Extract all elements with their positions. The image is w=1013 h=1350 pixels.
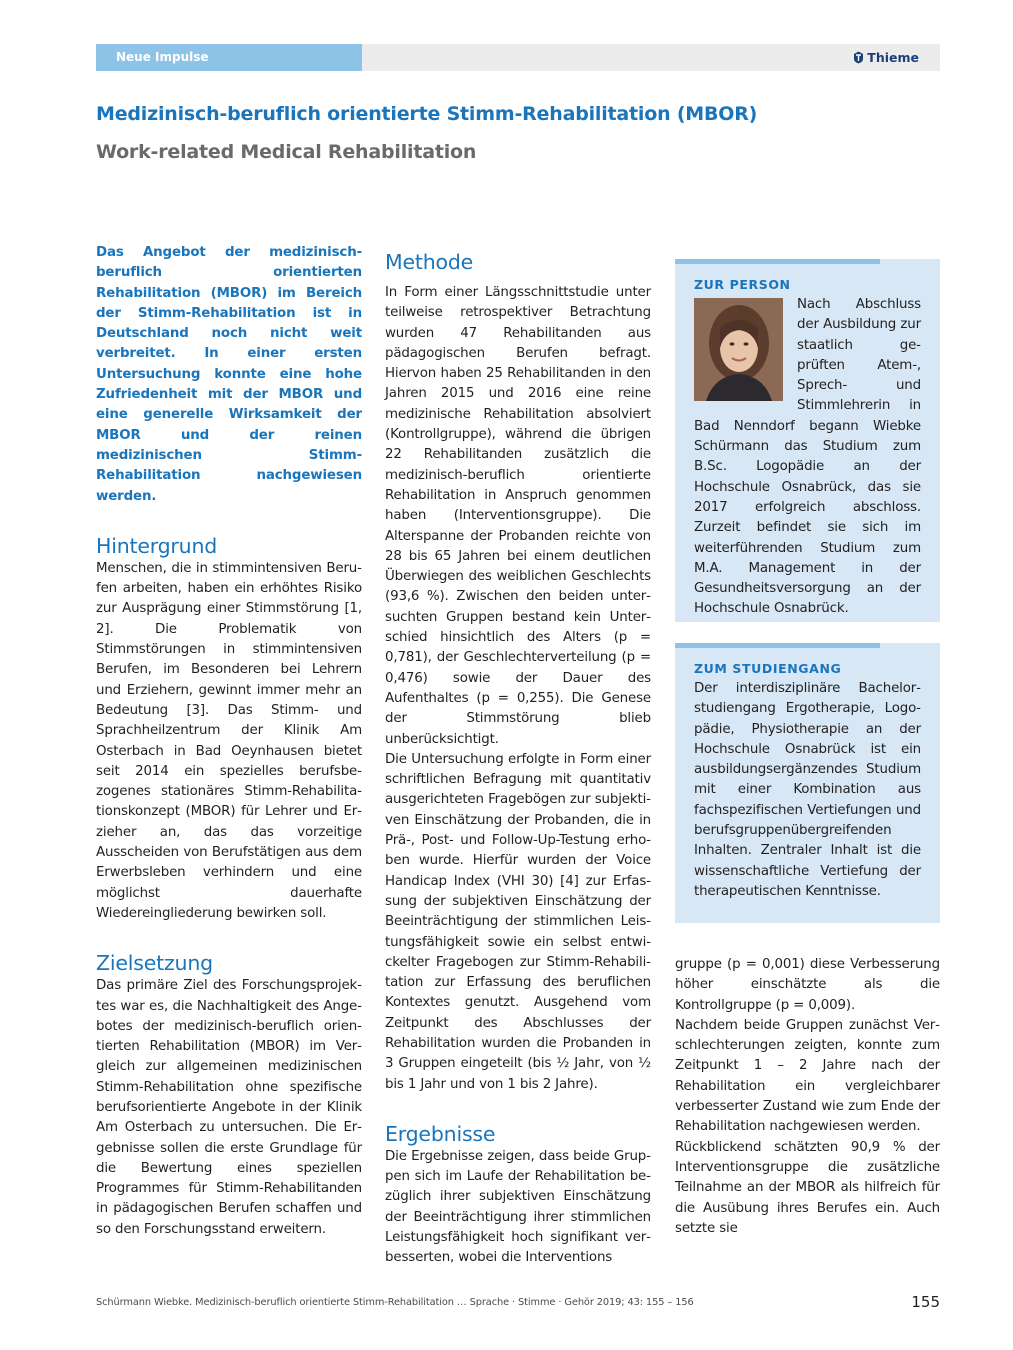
section-heading-methode: Methode — [385, 250, 474, 274]
column-2 — [385, 249, 651, 1269]
info-box-person — [675, 259, 940, 622]
paragraph-ergebnisse: Die Ergebnisse zeigen, dass beide Gruppen sich im Laufe der Rehabilitation bezüglich ihrer subjektiven Einschätzung der Beeinträchtigung ihrer stimmlichen Leistungsfähigkeit hoch signifikant verbesserten, wobei die Interventions — [385, 1148, 651, 1266]
paragraph-hintergrund: Menschen, die in stimmintensiven Berufen arbeiten, haben ein erhöhtes Risiko zur Ausprägung einer Stimmstörung [1, 2]. Die Problematik von Stimmstörungen in stimmintensiven Berufen, im Besonderen bei Lehrern und Erziehern, gewinnt immer mehr an Bedeutung [3]. Das Stimm- und Sprachheilzentrum der Klinik Am Osterbach in Bad Oeynhausen bietet seit 2014 ein spezielles berufsbezogenes stationäres Stimm-Rehabilitationskonzept (MBOR) für Lehrer und Erzieher an, das das vorzeitige Ausscheiden von Berufstätigen aus dem Erwerbsleben verhindern und eine möglichst dauerhafte Wiedereingliederung bewirken soll. — [96, 560, 362, 921]
page-number: 155 — [911, 1293, 940, 1311]
section-heading-zielsetzung: Zielsetzung — [96, 951, 213, 976]
section-tag — [96, 44, 362, 71]
lead-paragraph: Das Angebot der medizinisch-beruflich orientierten Rehabilitation (MBOR) im Bereich der Stimm-Rehabilitation ist in Deutschland noch nicht weit verbreitet. In einer ersten Untersuchung konnte eine hohe Zufriedenheit mit der MBOR und eine generelle Wirksamkeit der MBOR und der reinen medizinischen Stimm-Rehabilitation nachgewiesen werden. — [96, 245, 362, 504]
thieme-icon — [853, 51, 864, 64]
column-1 — [96, 243, 362, 1240]
article-subtitle: Work-related Medical Rehabilitation — [96, 141, 477, 163]
info-box-person-text: Nach Abschluss der Ausbildung zur staatlich geprüften Atem-, Sprech- und Stimmlehrerin in Bad Nenndorf begann Wiebke Schürmann das Studium zum B.Sc. Logopädie an der Hochschule Osnabrück, das sie 2017 erfolgreich abschloss. Zurzeit befindet sie sich im weiterführenden Studium zum M.A. Management in der Gesundheitsversorgung an der Hochschule Osnabrück. — [694, 297, 921, 617]
paragraph-ergebnisse-cont-1: gruppe (p = 0,001) diese Verbesserung höher einschätzte als die Kontrollgruppe (p = 0,009). — [675, 957, 940, 1013]
info-box-studiengang-text: Der interdisziplinäre Bachelorstudiengang Ergotherapie, Logopädie, Physiotherapie an der Hochschule Osnabrück ist ein ausbildungsergänzendes Studium mit einer Kombination aus fachspezifischen Vertiefungen und berufsgruppenübergreifenden Inhalten. Zentraler Inhalt ist die wissenschaftliche Vertiefung der therapeutischen Kenntnisse. — [694, 681, 921, 899]
author-portrait — [694, 298, 783, 401]
paragraph-ergebnisse-cont-2: Nachdem beide Gruppen zunächst Verschlechterungen zeigten, konnte zum Zeitpunkt 1 – 2 Jahre nach der Rehabilitation ein vergleichbarer verbesserter Zustand wie zum Ende der Rehabilitation nachgewiesen werden. — [675, 1017, 940, 1135]
portrait-image — [694, 298, 783, 401]
article-title: Medizinisch-beruflich orientierte Stimm-Rehabilitation (MBOR) — [96, 103, 758, 125]
paragraph-methode-1: In Form einer Längsschnittstudie unter teilweise retrospektiver Betrachtung wurden 47 Rehabilitanden aus pädagogischen Berufen befragt. Hiervon haben 25 Rehabilitanden in den Jahren 2015 und 2016 eine reine medizinische Rehabilitation absolviert (Kontrollgruppe), während die übrigen 22 Rehabilitanden zusätzlich die medizinisch-beruflich orientierte Rehabilitation in Anspruch genommen haben (Interventionsgruppe). Die Alterspanne der Probanden reichte von 28 bis 65 Jahren bei einem deutlichen Überwiegen des weiblichen Geschlechts (93,6 %). Zwischen den beiden untersuchten Gruppen bestand kein Unterschied hinsichtlich des Alters (p = 0,781), der Geschlechterverteilung (p = 0,476) sowie der Dauer des Aufenthaltes (p = 0,255). Die Genese der Stimmstörung blieb unberücksichtigt. — [385, 285, 651, 747]
paragraph-methode-2: Die Untersuchung erfolgte in Form einer schriftlichen Befragung mit quantitativ ausgerichteten Fragebögen zur subjektiven Einschätzung der Probanden, die in Prä-, Post- und Follow-Up-Testung erhoben wurde. Hierfür wurden der Voice Handicap Index (VHI 30) [4] zur Erfassung der subjektiven Einschätzung der Beeinträchtigung der stimmlichen Leistungsfähigkeit sowie ein selbst entwickelter Fragebogen zur Stimm-Rehabilitation zur Erfassung des beruflichen Kontextes genutzt. Ausgehend vom Zeitpunkt des Abschlusses der Rehabilitation wurden die Probanden in 3 Gruppen eingeteilt (bis ½ Jahr, von ½ bis 1 Jahr und von 1 bis 2 Jahre). — [385, 751, 651, 1092]
info-box-heading: ZUM STUDIENGANG — [694, 661, 842, 676]
section-tag-label: Neue Impulse — [116, 50, 209, 64]
column-3 — [675, 955, 940, 1239]
info-box-studiengang — [675, 643, 940, 923]
box-accent-bar — [675, 643, 880, 648]
box-accent-bar — [675, 259, 880, 264]
paragraph-zielsetzung: Das primäre Ziel des Forschungsprojektes war es, die Nachhaltigkeit des Angebotes der medizinisch-beruflich orientierten Rehabilitation (MBOR) im Vergleich zur allgemeinen medizinischen Stimm-Rehabilitation ohne spezifische berufsorientierte Angebote in der Klinik Am Osterbach zu untersuchen. Die Ergebnisse sollen die erste Grundlage für die Bewertung eines speziellen Programmes für Stimm-Rehabilitanden in pädagogischen Berufen schaffen und so den Forschungsstand erweitern. — [96, 978, 362, 1237]
section-heading-hintergrund: Hintergrund — [96, 533, 218, 558]
footer-citation: Schürmann Wiebke. Medizinisch-beruflich orientierte Stimm-Rehabilitation … Sprache · Stimme · Gehör 2019; 43: 155 – 156 — [96, 1297, 694, 1308]
section-heading-ergebnisse: Ergebnisse — [385, 1121, 496, 1146]
info-box-studiengang-content — [694, 659, 921, 902]
info-box-person-content — [694, 275, 921, 620]
publisher-logo — [853, 50, 919, 65]
info-box-heading: ZUR PERSON — [694, 277, 791, 292]
publisher-label: Thieme — [867, 50, 919, 65]
paragraph-ergebnisse-cont-3: Rückblickend schätzten 90,9 % der Interventionsgruppe die zusätzliche Teilnahme an der MBOR als hilfreich für die Ausübung ihres Berufes ein. Auch setzte sie — [675, 1139, 940, 1236]
